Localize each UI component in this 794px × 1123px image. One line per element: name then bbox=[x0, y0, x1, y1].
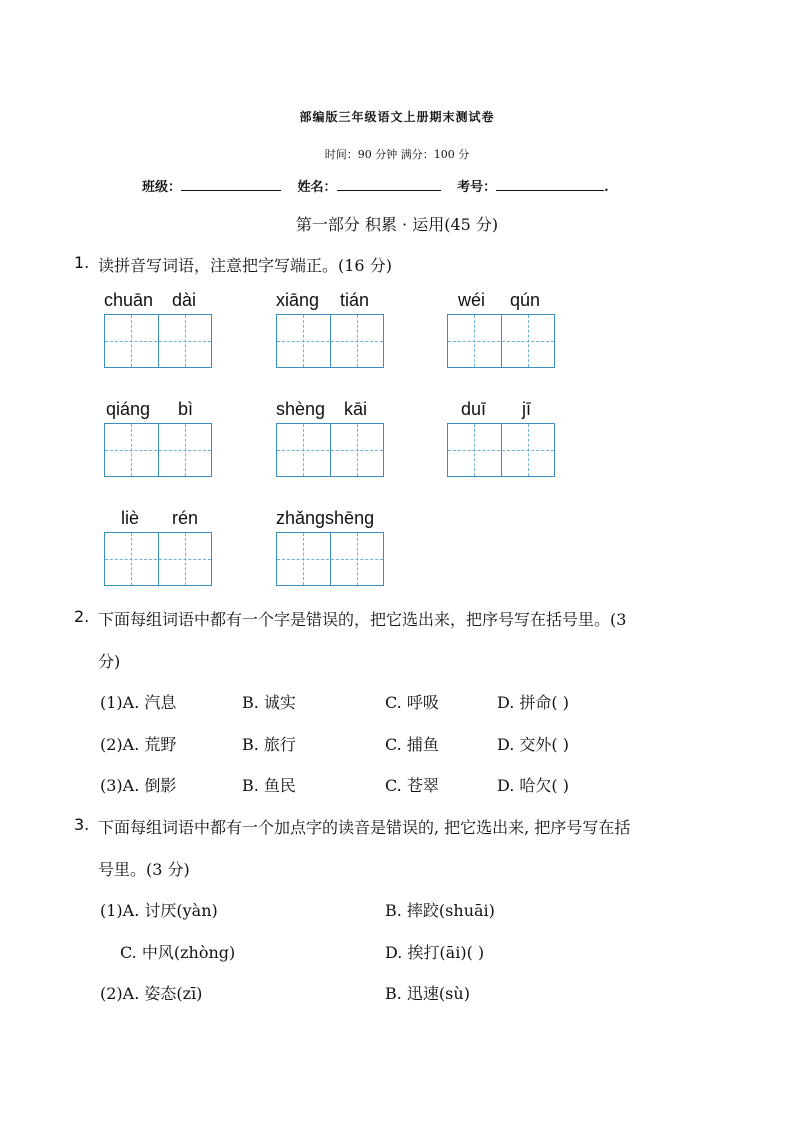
option: B. 旅行 bbox=[242, 735, 296, 754]
pinyin: qún bbox=[510, 290, 541, 310]
option: C. 呼吸 bbox=[385, 693, 439, 712]
option-answer[interactable]: D. 哈欠( ) bbox=[497, 776, 570, 795]
pinyin: chuān bbox=[104, 290, 154, 310]
option-answer[interactable]: D. 挨打(āi)( ) bbox=[385, 943, 485, 962]
pinyin: duī bbox=[461, 399, 487, 419]
q2-text-line2: 分) bbox=[98, 652, 121, 671]
pinyin: shèng bbox=[276, 399, 326, 419]
q2-number: 2. bbox=[74, 607, 90, 626]
option: B. 摔跤(shuāi) bbox=[385, 901, 495, 920]
q2-text-line1: 下面每组词语中都有一个字是错误的，把它选出来，把序号写在括号里。(3 bbox=[98, 610, 627, 629]
q3-text-line1: 下面每组词语中都有一个加点字的读音是错误的, 把它选出来, 把序号写在括 bbox=[98, 818, 631, 837]
option: (2)A. 姿态(zī) bbox=[100, 984, 203, 1003]
q1-text: 读拼音写词语，注意把字写端正。(16 分) bbox=[98, 256, 392, 275]
option: B. 迅速(sù) bbox=[385, 984, 470, 1003]
writing-grid[interactable] bbox=[447, 314, 555, 368]
pinyin: zhǎngshēng bbox=[276, 508, 375, 528]
option: (2)A. 荒野 bbox=[100, 735, 177, 754]
name-blank[interactable] bbox=[337, 178, 441, 191]
option: B. 诚实 bbox=[242, 693, 296, 712]
name-label: 姓名： bbox=[297, 180, 337, 195]
class-blank[interactable] bbox=[181, 178, 281, 191]
student-info-line: 班级： 姓名： 考号： . bbox=[142, 180, 609, 195]
exam-meta: 时间：90 分钟 满分：100 分 bbox=[324, 148, 470, 161]
pinyin: rén bbox=[172, 508, 199, 528]
writing-grid[interactable] bbox=[104, 423, 212, 477]
q3-text-line2: 号里。(3 分) bbox=[98, 860, 190, 879]
pinyin: bì bbox=[178, 399, 194, 419]
exam-title: 部编版三年级语文上册期末测试卷 bbox=[299, 110, 495, 124]
q1-number: 1. bbox=[74, 253, 90, 272]
writing-grid[interactable] bbox=[276, 314, 384, 368]
pinyin: dài bbox=[172, 290, 197, 310]
option: B. 鱼民 bbox=[242, 776, 296, 795]
class-label: 班级： bbox=[142, 180, 182, 195]
pinyin: tián bbox=[340, 290, 370, 310]
pinyin: wéi bbox=[458, 290, 486, 310]
option: (1)A. 汽息 bbox=[100, 693, 177, 712]
pinyin: qiáng bbox=[106, 399, 151, 419]
pinyin: liè bbox=[121, 508, 140, 528]
part-title: 第一部分 积累 · 运用(45 分) bbox=[295, 215, 499, 234]
option: C. 中风(zhòng) bbox=[120, 943, 236, 962]
option: (3)A. 倒影 bbox=[100, 776, 177, 795]
writing-grid[interactable] bbox=[104, 532, 212, 586]
writing-grid[interactable] bbox=[104, 314, 212, 368]
q3-number: 3. bbox=[74, 815, 90, 834]
writing-grid[interactable] bbox=[447, 423, 555, 477]
option-answer[interactable]: D. 交外( ) bbox=[497, 735, 570, 754]
option: (1)A. 讨厌(yàn) bbox=[100, 901, 218, 920]
pinyin: jī bbox=[522, 399, 531, 419]
option-answer[interactable]: D. 拼命( ) bbox=[497, 693, 570, 712]
exam-no-label: 考号： bbox=[457, 180, 497, 195]
exam-no-blank[interactable] bbox=[496, 178, 604, 191]
option: C. 苍翠 bbox=[385, 776, 439, 795]
pinyin: kāi bbox=[344, 399, 368, 419]
option: C. 捕鱼 bbox=[385, 735, 439, 754]
writing-grid[interactable] bbox=[276, 423, 384, 477]
writing-grid[interactable] bbox=[276, 532, 384, 586]
pinyin: xiāng bbox=[276, 290, 320, 310]
